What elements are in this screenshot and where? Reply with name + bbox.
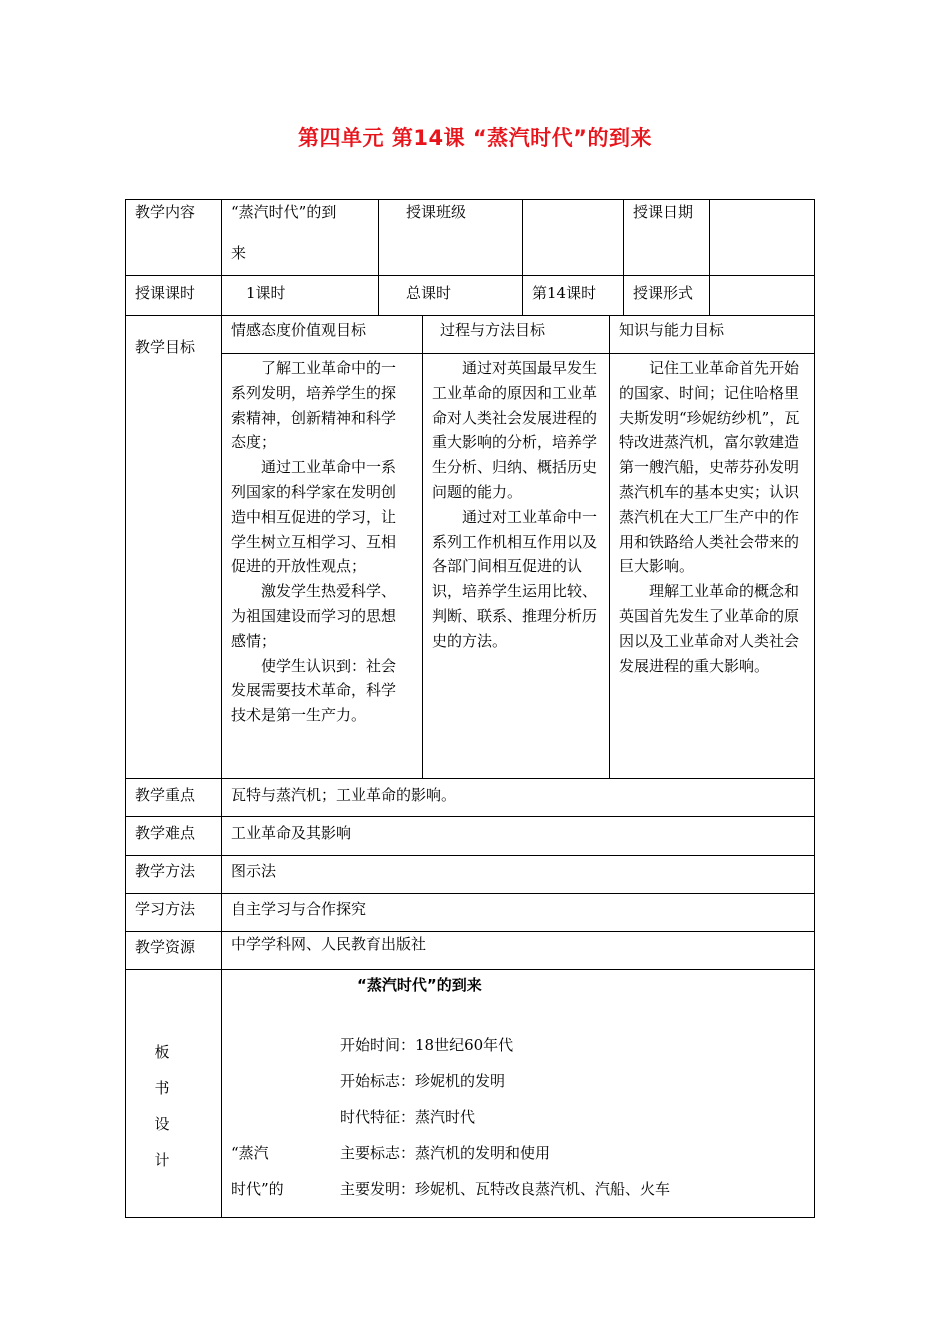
column-divider xyxy=(709,199,710,315)
learning-method-value: 自主学习与合作探究 xyxy=(231,900,367,918)
row-divider xyxy=(125,315,815,316)
objective-paragraph: 理解工业革命的概念和英国首先发生了业革命的原因以及工业革命对人类社会发展进程的重大影响。 xyxy=(619,582,800,675)
learning-method-label: 学习方法 xyxy=(135,900,196,918)
board-left-line1: “蒸汽 xyxy=(231,1144,269,1162)
row-divider xyxy=(221,353,815,354)
form-label: 授课形式 xyxy=(633,284,694,302)
key-points-label: 教学重点 xyxy=(135,786,196,804)
objectives-label: 教学目标 xyxy=(135,338,196,356)
board-heading: “蒸汽时代”的到来 xyxy=(357,976,482,994)
board-item: 主要发明：珍妮机、瓦特改良蒸汽机、汽船、火车 xyxy=(340,1180,671,1198)
resources-label: 教学资源 xyxy=(135,938,196,956)
column-divider xyxy=(422,315,423,778)
board-label-char: 设 xyxy=(154,1115,170,1133)
row-divider xyxy=(125,855,815,856)
column-divider xyxy=(522,199,523,315)
objective-paragraph: 使学生认识到：社会发展需要技术革命，科学技术是第一生产力。 xyxy=(231,656,397,725)
objectives-knowledge-text xyxy=(619,356,807,678)
lesson-plan-table xyxy=(125,199,815,1218)
board-item: 开始标志：珍妮机的发明 xyxy=(340,1072,506,1090)
date-label: 授课日期 xyxy=(633,203,694,221)
content-value-line2: 来 xyxy=(231,244,247,262)
total-hours-value: 第14课时 xyxy=(532,284,597,302)
objective-paragraph: 通过对工业革命中一系列工作机相互作用以及各部门间相互促进的认识，培养学生运用比较、判断、联系、推理分析历史的方法。 xyxy=(432,507,598,650)
objective-paragraph: 记住工业革命首先开始的国家、时间；记住哈格里夫斯发明“珍妮纺纱机”，瓦特改进蒸汽机，富尔敦建造第一艘汽船，史蒂芬孙发明蒸汽机车的基本史实；认识蒸汽机在大工厂生产中的作用和铁路给人类社会带来的巨大影响。 xyxy=(619,359,800,576)
row-divider xyxy=(125,893,815,894)
objective-paragraph: 激发学生热爱科学、为祖国建设而学习的思想感情； xyxy=(231,582,397,650)
row-divider xyxy=(125,931,815,932)
key-points-value: 瓦特与蒸汽机；工业革命的影响。 xyxy=(231,786,457,804)
objective-paragraph: 了解工业革命中的一系列发明，培养学生的探索精神，创新精神和科学态度； xyxy=(231,359,397,452)
difficulties-label: 教学难点 xyxy=(135,824,196,842)
teaching-method-label: 教学方法 xyxy=(135,862,196,880)
column-divider xyxy=(221,199,222,1218)
column-divider xyxy=(378,199,379,315)
row-divider xyxy=(125,969,815,970)
total-hours-label: 总课时 xyxy=(406,284,452,302)
column-divider xyxy=(623,199,624,315)
content-label: 教学内容 xyxy=(135,203,196,221)
page-title: 第四单元 第14课 “蒸汽时代”的到来 xyxy=(298,126,652,150)
column-divider xyxy=(609,315,610,778)
objective-paragraph: 通过工业革命中一系列国家的科学家在发明创造中相互促进的学习，让学生树立互相学习、互相促进的开放性观点； xyxy=(231,458,397,576)
board-label-char: 计 xyxy=(154,1151,170,1169)
board-item: 时代特征：蒸汽时代 xyxy=(340,1108,476,1126)
hours-value: 1课时 xyxy=(246,284,286,302)
board-item: 开始时间：18世纪60年代 xyxy=(340,1036,514,1054)
class-label: 授课班级 xyxy=(406,203,467,221)
row-divider xyxy=(125,275,815,276)
row-divider xyxy=(125,778,815,779)
row-divider xyxy=(125,816,815,817)
teaching-method-value: 图示法 xyxy=(231,862,277,880)
objectives-header-attitude: 情感态度价值观目标 xyxy=(231,321,367,339)
board-item: 主要标志：蒸汽机的发明和使用 xyxy=(340,1144,551,1162)
objectives-process-text xyxy=(432,356,604,654)
objectives-header-knowledge: 知识与能力目标 xyxy=(619,321,725,339)
objectives-header-process: 过程与方法目标 xyxy=(440,321,546,339)
board-left-line2: 时代”的 xyxy=(231,1180,284,1198)
content-value-line1: “蒸汽时代”的到 xyxy=(231,203,337,221)
difficulties-value: 工业革命及其影响 xyxy=(231,824,352,842)
board-label-char: 板 xyxy=(154,1043,170,1061)
objectives-attitude-text xyxy=(231,356,403,728)
objective-paragraph: 通过对英国最早发生工业革命的原因和工业革命对人类社会发展进程的重大影响的分析，培养学生分析、归纳、概括历史问题的能力。 xyxy=(432,359,598,501)
hours-label: 授课课时 xyxy=(135,284,196,302)
board-label-char: 书 xyxy=(154,1079,170,1097)
resources-value: 中学学科网、人民教育出版社 xyxy=(231,935,427,953)
